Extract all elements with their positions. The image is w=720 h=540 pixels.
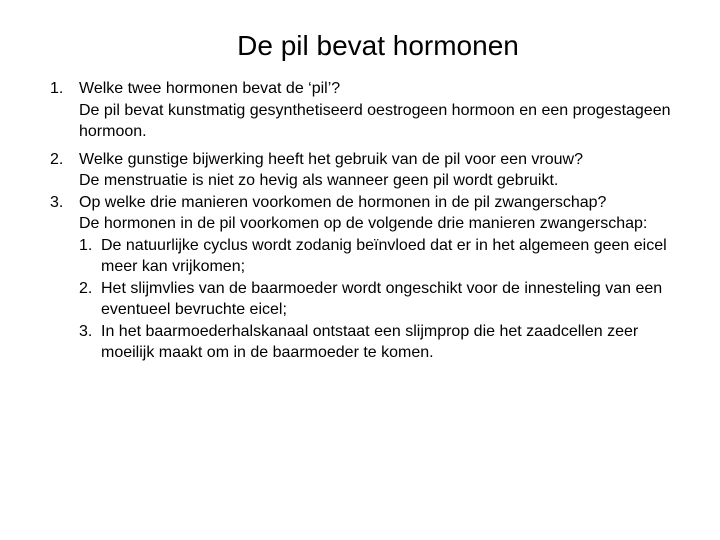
answer-text: De pil bevat kunstmatig gesynthetiseerd oestrogeen hormoon en een progestageen hormoon. [79,101,671,140]
question-list [50,78,690,364]
answer-text: De hormonen in de pil voorkomen op de volgende drie manieren zwangerschap: [79,215,648,232]
question-item-3 [50,192,690,364]
question-item-2 [50,149,690,192]
question-text: Op welke drie manieren voorkomen de hormonen in de pil zwangerschap? [79,193,607,211]
question-item-1 [50,78,690,143]
sub-answer-number: 3. [79,322,93,340]
answer-text: De menstruatie is niet zo hevig als wanneer geen pil wordt gebruikt. [79,172,559,189]
sub-answer-1 [79,235,690,278]
sub-answer-3 [79,321,690,364]
sub-answer-text: In het baarmoederhalskanaal ontstaat een slijmprop die het zaadcellen zeer moeilijk maakt om in de baarmoeder te komen. [101,322,639,361]
sub-answer-text: De natuurlijke cyclus wordt zodanig beïnvloed dat er in het algemeen geen eicel meer kan vrijkomen; [101,236,667,275]
question-number: 2. [50,150,64,168]
sub-answer-number: 2. [79,279,93,297]
question-text: Welke twee hormonen bevat de ‘pil’? [79,80,341,97]
sub-answer-2 [79,278,690,321]
question-number: 1. [50,80,64,97]
sub-answer-number: 1. [79,236,93,254]
slide-title: De pil bevat hormonen [237,30,519,61]
sub-answer-text: Het slijmvlies van de baarmoeder wordt ongeschikt voor de innesteling van een eventueel bevruchte eicel; [101,279,663,318]
question-text: Welke gunstige bijwerking heeft het gebruik van de pil voor een vrouw? [79,150,583,168]
question-number: 3. [50,193,64,211]
